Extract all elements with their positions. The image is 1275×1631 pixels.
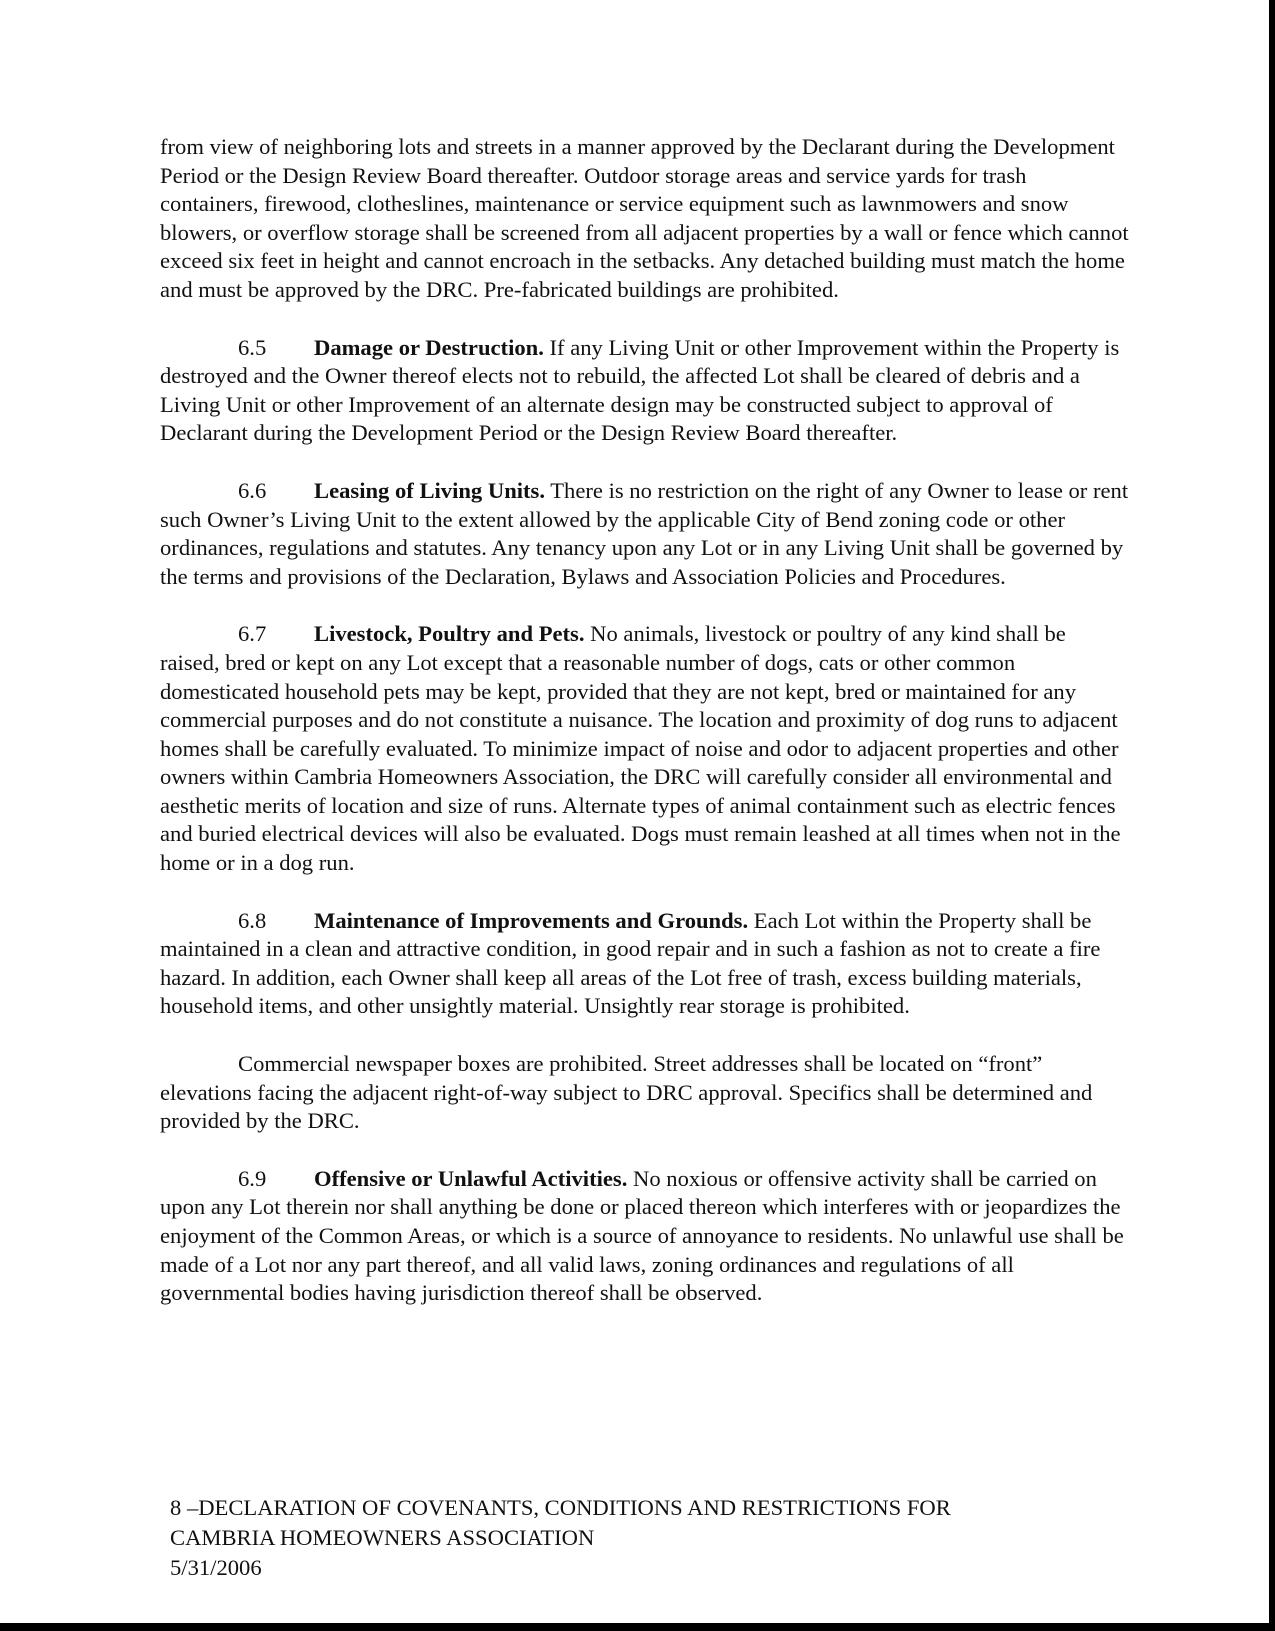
paragraph-text: from view of neighboring lots and streets in a manner approved by the Declarant during the Development Period or the Design Review Board thereafter. Outdoor storage areas and service yards for trash containers, firewood, clotheslines, maintenance or service equipment such as lawnmowers and snow blowers, or overflow storage shall be screened from all adjacent properties by a wall or fence which cannot exceed six feet in height and cannot encroach in the setbacks. Any detached building must match the home and must be approved by the DRC. Pre-fabricated buildings are prohibited. [160,134,1129,302]
section-6-5 [160,334,1130,448]
scan-edge-bottom [0,1623,1275,1631]
section-text: There is no restriction on the right of any Owner to lease or rent such Owner’s Living Unit to the extent allowed by the applicable City of Bend zoning code or other ordinances, regulations and statutes. Any tenancy upon any Lot or in any Living Unit shall be governed by the terms and provisions of the Declaration, Bylaws and Association Policies and Procedures. [160,477,1129,589]
section-text: If any Living Unit or other Improvement within the Property is destroyed and the Owner thereof elects not to rebuild, the affected Lot shall be cleared of debris and a Living Unit or other Improvement of an alternate design may be constructed subject to approval of Declarant during the Development Period or the Design Review Board thereafter. [160,334,1120,446]
page-footer [170,1493,951,1583]
footer-title-line-2: CAMBRIA HOMEOWNERS ASSOCIATION [170,1525,595,1550]
paragraph-text: Commercial newspaper boxes are prohibited. Street addresses shall be located on “front” elevations facing the adjacent right-of-way subject to DRC approval. Specifics shall be determined and provided by the DRC. [160,1051,1093,1134]
section-number: 6.9 [238,1165,267,1191]
section-number: 6.8 [238,907,267,933]
section-6-8 [160,907,1130,1021]
section-heading: Damage or Destruction. [314,334,544,360]
section-heading: Livestock, Poultry and Pets. [314,621,585,647]
section-6-6 [160,477,1130,591]
document-body [160,133,1130,1337]
section-number: 6.5 [238,334,267,360]
section-heading: Offensive or Unlawful Activities. [314,1165,628,1191]
paragraph-newspaper-boxes [160,1050,1130,1136]
section-heading: Maintenance of Improvements and Grounds. [314,907,749,933]
section-number: 6.6 [238,477,267,503]
section-6-9 [160,1165,1130,1308]
section-heading: Leasing of Living Units. [314,477,546,503]
footer-title-line-1: 8 –DECLARATION OF COVENANTS, CONDITIONS AND RESTRICTIONS FOR [170,1495,951,1520]
footer-date: 5/31/2006 [170,1555,262,1580]
section-number: 6.7 [238,621,267,647]
scan-edge-right [1269,0,1275,1631]
section-text: No noxious or offensive activity shall be carried on upon any Lot therein nor shall anything be done or placed thereon which interferes with or jeopardizes the enjoyment of the Common Areas, or which is a source of annoyance to residents. No unlawful use shall be made of a Lot nor any part thereof, and all valid laws, zoning ordinances and regulations of all governmental bodies having jurisdiction thereof shall be observed. [160,1165,1124,1306]
section-text: Each Lot within the Property shall be maintained in a clean and attractive condition, in good repair and in such a fashion as not to create a fire hazard. In addition, each Owner shall keep all areas of the Lot free of trash, excess building materials, household items, and other unsightly material. Unsightly rear storage is prohibited. [160,907,1101,1019]
paragraph-continuation [160,133,1130,305]
section-text: No animals, livestock or poultry of any kind shall be raised, bred or kept on any Lot except that a reasonable number of dogs, cats or other common domesticated household pets may be kept, provided that they are not kept, bred or maintained for any commercial purposes and do not constitute a nuisance. The location and proximity of dog runs to adjacent homes shall be carefully evaluated. To minimize impact of noise and odor to adjacent properties and other owners within Cambria Homeowners Association, the DRC will carefully consider all environmental and aesthetic merits of location and size of runs. Alternate types of animal containment such as electric fences and buried electrical devices will also be evaluated. Dogs must remain leashed at all times when not in the home or in a dog run. [160,621,1121,876]
section-6-7 [160,620,1130,877]
